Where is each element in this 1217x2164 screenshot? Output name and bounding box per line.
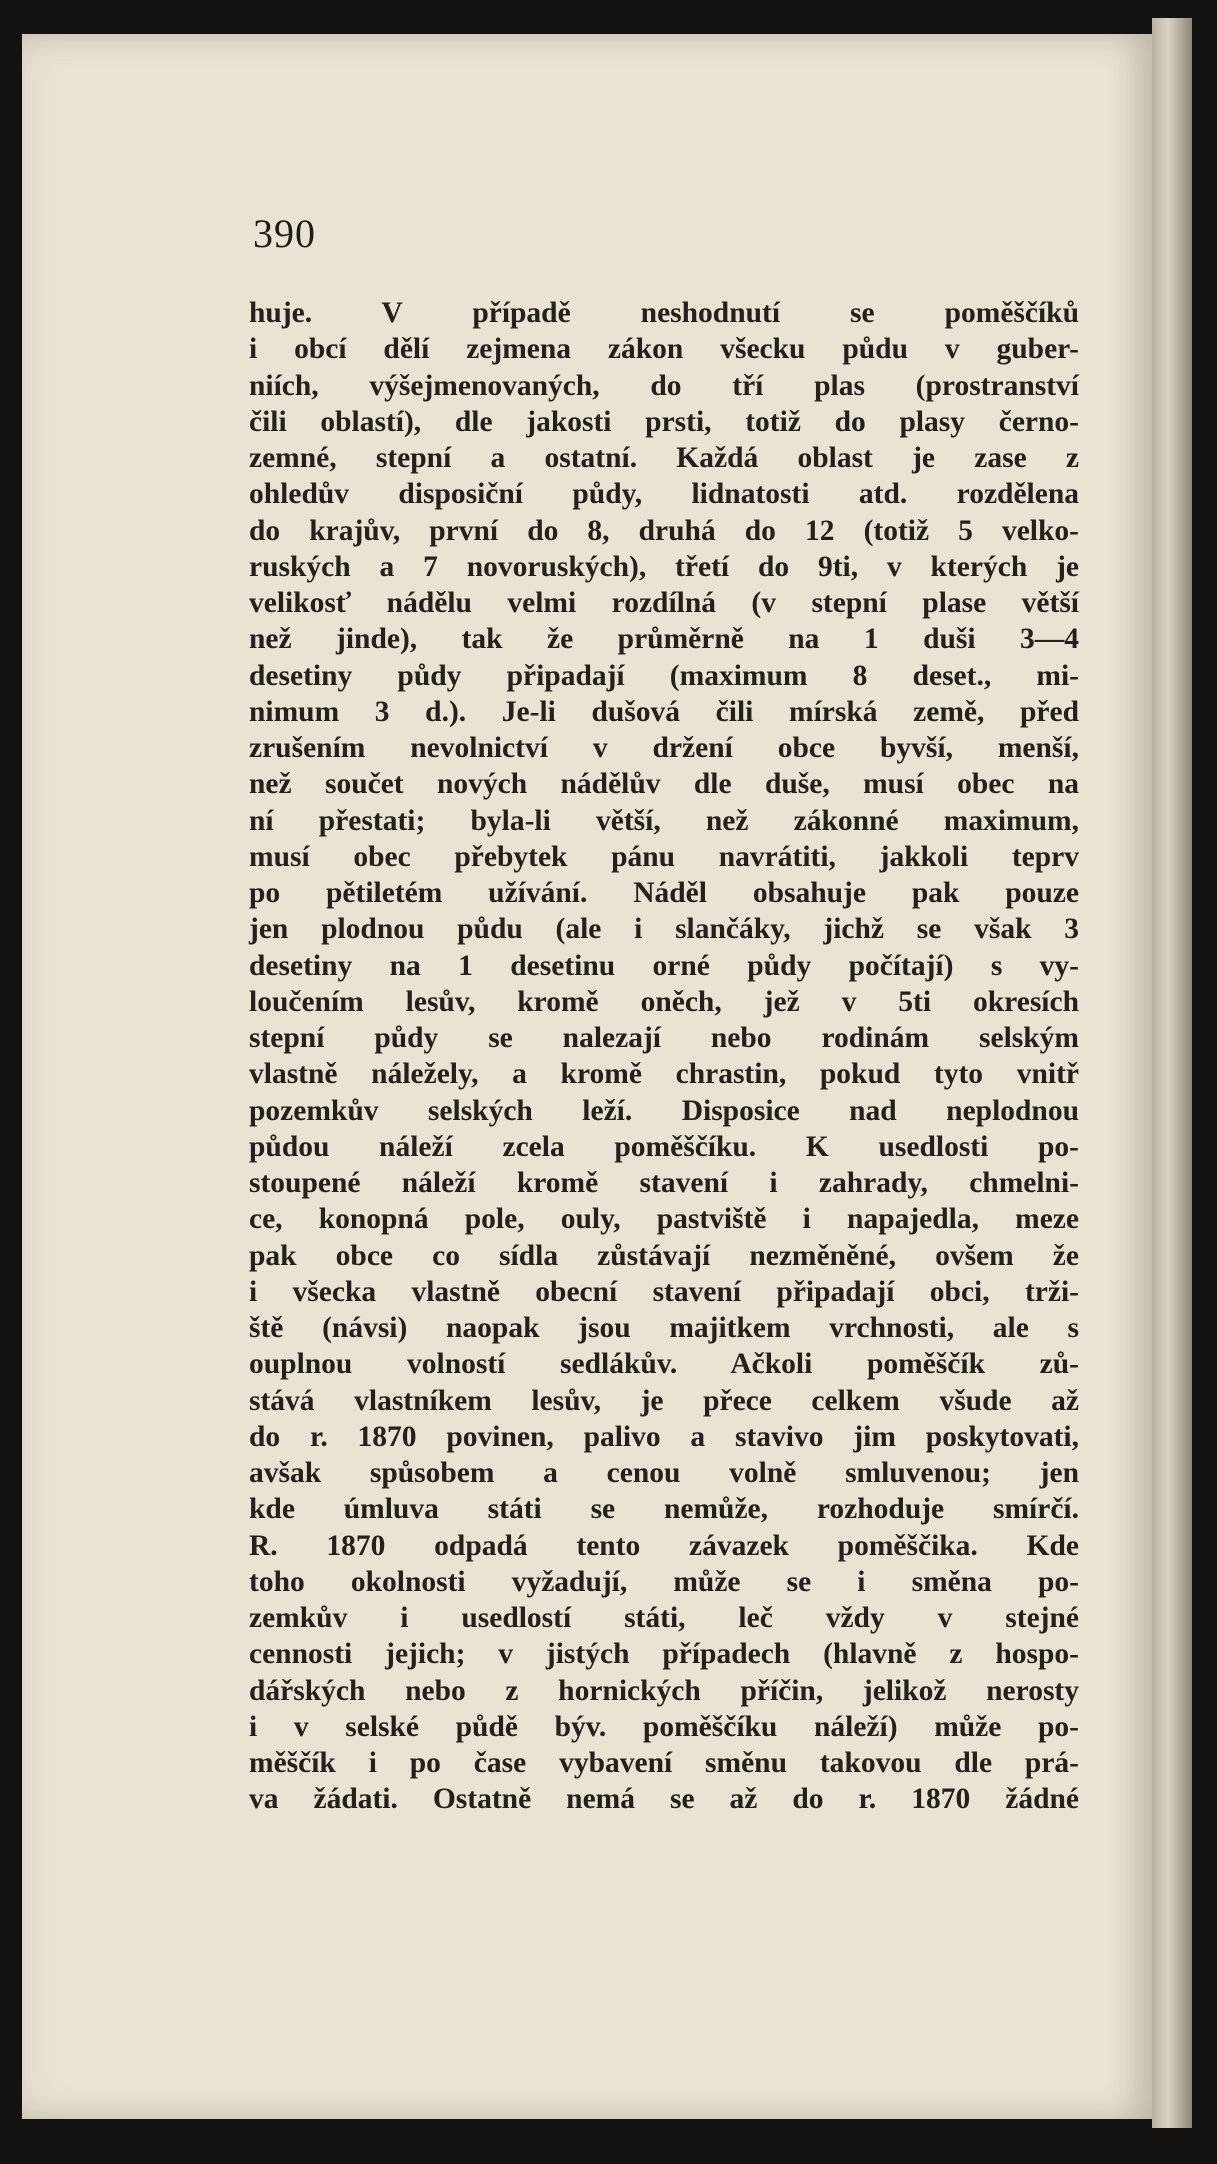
text-line: ce, konopná pole, ouly, pastviště i napajedla, meze: [249, 1203, 1079, 1236]
text-line: i v selské půdě býv. poměščíku náleží) může po-: [249, 1710, 1079, 1743]
text-line: ouplnou volností sedlákův. Ačkoli poměščík zů-: [249, 1348, 1079, 1381]
text-line: do krajův, první do 8, druhá do 12 (totiž 5 velko-: [249, 514, 1079, 547]
text-line: pak obce co sídla zůstávají nezměněné, ovšem že: [249, 1239, 1079, 1272]
text-line: do r. 1870 povinen, palivo a stavivo jim poskytovati,: [249, 1420, 1079, 1453]
text-line: měščík i po čase vybavení směnu takovou dle prá-: [249, 1747, 1079, 1779]
text-line: než součet nových nádělův dle duše, musí obec na: [249, 768, 1079, 801]
text-line: ní přestati; byla-li větší, než zákonné maximum,: [249, 804, 1079, 837]
text-line: desetiny půdy připadají (maximum 8 deset., mi-: [249, 659, 1079, 692]
text-line: nimum 3 d.). Je-li dušová čili mírská země, před: [249, 695, 1079, 728]
text-line: dářských nebo z hornických příčin, jelikož nerosty: [249, 1674, 1079, 1707]
text-line: zemkův i usedlostí státi, leč vždy v stejné: [249, 1602, 1079, 1634]
text-line: ště (návsi) naopak jsou majitkem vrchnosti, ale s: [249, 1312, 1079, 1344]
page-edge: [1152, 18, 1192, 2128]
text-line: po pětiletém užívání. Náděl obsahuje pak pouze: [249, 877, 1079, 909]
text-line: velikosť nádělu velmi rozdílná (v stepní plase větší: [249, 587, 1079, 619]
text-line: vlastně náležely, a kromě chrastin, pokud tyto vnitř: [249, 1058, 1079, 1091]
text-line: desetiny na 1 desetinu orné půdy počítají) s vy-: [249, 949, 1079, 982]
text-line: jen plodnou půdu (ale i slančáky, jichž se však 3: [249, 913, 1079, 946]
text-line: pozemkův selských leží. Disposice nad neplodnou: [249, 1094, 1079, 1127]
text-line: stoupené náleží kromě stavení i zahrady, chmelni-: [249, 1167, 1079, 1199]
text-line: loučením lesův, kromě oněch, jež v 5ti okresích: [249, 985, 1079, 1018]
text-line: huje. V případě neshodnutí se poměščíků: [249, 297, 1079, 329]
text-line: niích, výšejmenovaných, do tří plas (prostranství: [249, 369, 1079, 402]
text-line: než jinde), tak že průměrně na 1 duši 3—4: [249, 623, 1079, 656]
text-line: půdou náleží zcela poměščíku. K usedlosti po-: [249, 1130, 1079, 1163]
text-line: zemné, stepní a ostatní. Každá oblast je zase z: [249, 442, 1079, 474]
text-line: stepní půdy se nalezají nebo rodinám selským: [249, 1022, 1079, 1054]
text-line: kde úmluva státi se nemůže, rozhoduje smírčí.: [249, 1493, 1079, 1526]
text-line: va žádati. Ostatně nemá se až do r. 1870 žádné: [249, 1783, 1079, 1816]
text-line: i obcí dělí zejmena zákon všecku půdu v guber-: [249, 333, 1079, 366]
page-number: 390: [253, 211, 316, 256]
text-line: musí obec přebytek pánu navrátiti, jakkoli teprv: [249, 840, 1079, 873]
text-line: avšak spůsobem a cenou volně smluvenou; jen: [249, 1457, 1079, 1489]
text-line: zrušením nevolnictví v držení obce byvší, menší,: [249, 732, 1079, 764]
text-line: ohledův disposiční půdy, lidnatosti atd. rozdělena: [249, 478, 1079, 511]
text-line: i všecka vlastně obecní stavení připadají obci, trži-: [249, 1275, 1079, 1308]
text-line: toho okolnosti vyžadují, může se i směna po-: [249, 1565, 1079, 1598]
text-line: cennosti jejich; v jistých případech (hlavně z hospo-: [249, 1638, 1079, 1671]
body-text: [249, 295, 1079, 1818]
text-line: čili oblastí), dle jakosti prsti, totiž do plasy černo-: [249, 405, 1079, 438]
text-line: R. 1870 odpadá tento závazek poměščika. Kde: [249, 1529, 1079, 1562]
text-line: ruských a 7 novoruských), třetí do 9ti, v kterých je: [249, 550, 1079, 583]
text-line: stává vlastníkem lesův, je přece celkem všude až: [249, 1384, 1079, 1417]
